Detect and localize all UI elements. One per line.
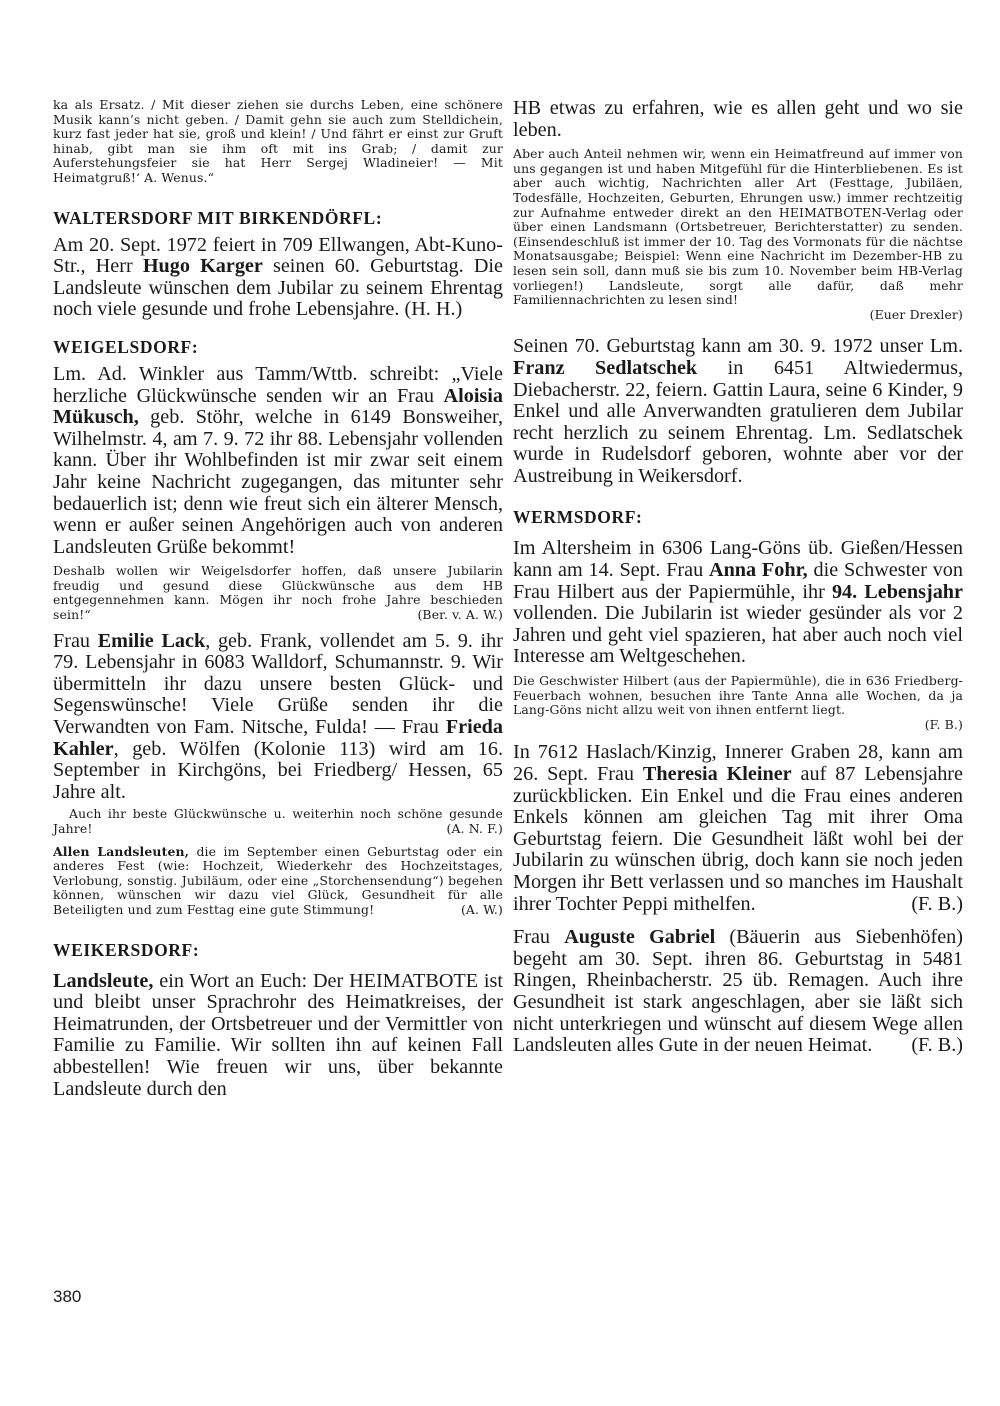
lead-word: Landsleute, [53, 969, 154, 992]
signature: (A. N. F.) [446, 821, 503, 836]
person-name: Franz Sedlatschek [513, 356, 698, 379]
text: geb. Stöhr, welche in 6149 Bonsweiher, Wilhelmstr. 4, am 7. 9. 72 ihr 88. Lebensjahr vollenden kann. Über ihr Wohlbefinden ist mir zwar seit einem Jahr keine Nachricht zugegangen, das mitunter sehr bedauerlich ist; denn wie freut sich ein älterer Mensch, wenn er außer seinen Angehörigen auch von anderen Landsleuten Grüße bekommt! [53, 406, 503, 558]
text: die im September einen Geburtstag oder ein anderes Fest (wie: Hochzeit, Wiederkehr des Hochzeitstages, Verlobung, sonstig. Jubiläum, oder eine „Storchensendung“) begehen können, wünschen wir dazu viel Glück, Gesundheit für alle Beteiligten und zum Festtag eine gute Stimmung! [53, 843, 503, 917]
signature: (Euer Drexler) [869, 306, 963, 322]
weikersdorf-paragraph-3 [513, 336, 963, 487]
weigelsdorf-paragraph-5 [53, 845, 503, 918]
text: vollenden. Die Jubilarin ist wieder gesünder als vor 2 Jahren und geht viel spazieren, hat aber auch noch viel Interesse am Weltgeschehen. [513, 602, 963, 668]
section-heading-wermsdorf: WERMSDORF: [513, 507, 643, 528]
text: (Bäuerin aus Siebenhöfen) begeht am 30. Sept. ihren 86. Geburtstag in 5481 Ringen, Rheinbacherstr. 25 üb. Remagen. Auch ihre Gesundheit ist stark angeschlagen, aber sie läßt sich nicht unterkriegen und wünscht auf diesem Wege allen Landsleuten alles Gute in der neuen Heimat. [513, 926, 963, 1057]
text: seinen 60. Geburtstag. Die Landsleute wünschen dem Jubilar zu seinem Ehrentag noch viele gesunde und frohe Lebensjahre. (H. H.) [53, 255, 503, 321]
text: , geb. Frank, vollendet am 5. 9. ihr 79. Lebensjahr in 6083 Walldorf, Schumannstr. 9. Wir übermitteln ihr dazu unsere besten Glück- und Segenswünsche! Viele Grüße senden ihr die Verwandten von Fam. Nitsche, Fulda! — Frau [53, 629, 503, 739]
text: In 7612 Haslach/Kinzig, Innerer Graben 28, kann am 26. Sept. Frau [513, 741, 963, 785]
signature: (F. B.) [924, 716, 963, 732]
section-heading-weigelsdorf: WEIGELSDORF: [53, 336, 199, 357]
weikersdorf-paragraph-1 [53, 971, 503, 1101]
emphasis: 94. Lebensjahr [831, 580, 963, 603]
text: , geb. Wölfen (Kolonie 113) wird am 16. September in Kirchgöns, bei Friedberg/ Hessen, 65 Jahre alt. [53, 737, 503, 803]
signature: (F. B.) [911, 892, 963, 915]
text: Die Geschwister Hilbert (aus der Papiermühle), die in 636 Friedberg-Feuerbach wohnen, besuchen ihre Tante Anna alle Wochen, da ja Lang-Göns nicht allzu weit von ihnen entfernt liegt. [513, 673, 963, 718]
text: Lm. Ad. Winkler aus Tamm/Wttb. schreibt: „Viele herzliche Glückwünsche senden wir an Frau [53, 362, 503, 407]
section-heading-waltersdorf: WALTERSDORF MIT BIRKENDÖRFL: [53, 207, 383, 228]
text: Seinen 70. Geburtstag kann am 30. 9. 1972 unser Lm. [513, 335, 963, 358]
text: Frau [513, 926, 565, 949]
text: in 6451 Altwiedermus, Diebacherstr. 22, feiern. Gattin Laura, seine 6 Kinder, 9 Enkel und alle Anverwandten gratulieren dem Jubilar recht herzlich zu seinem Ehrentag. Lm. Sedlatschek wurde in Rudelsdorf geboren, wohnte aber vor der Austreibung in Weikersdorf. [513, 356, 963, 487]
weigelsdorf-paragraph-2 [53, 564, 503, 622]
person-name: Hugo Karger [142, 255, 263, 278]
text: Im Altersheim in 6306 Lang-Göns üb. Gießen/Hessen kann am 14. Sept. Frau [513, 537, 963, 582]
signature: (Ber. v. A. W.) [417, 607, 503, 623]
right-column [513, 98, 963, 1057]
text: Auch ihr beste Glückwünsche u. weiterhin noch schöne gesunde Jahre! [53, 806, 503, 836]
section-heading-weikersdorf: WEIKERSDORF: [53, 939, 200, 960]
text: Deshalb wollen wir Weigelsdorfer hoffen, daß unsere Jubilarin freudig und gesund diese Glückwünsche aus dem HB entgegennehmen kann. Mögen ihr noch frohe Jahre beschieden sein!“ [53, 563, 503, 623]
person-name: Theresia Kleiner [642, 763, 792, 785]
weigelsdorf-paragraph-4 [53, 807, 503, 836]
waltersdorf-paragraph [53, 235, 503, 321]
wermsdorf-paragraph-2 [513, 674, 963, 732]
text: ein Wort an Euch: Der HEIMATBOTE ist und bleibt unser Sprachrohr des Heimatkreises, der Heimatrunden, der Ortsbetreuer und der Vermittler von Familie zu Familie. Wir sollten ihn auf keinen Fall abbestellen! Wie freuen wir uns, über bekannte Landsleute durch den [53, 969, 503, 1100]
person-name: Emilie Lack [97, 629, 206, 652]
weikersdorf-paragraph-2 [513, 147, 963, 322]
text: Frau [53, 629, 98, 652]
person-name: Frieda Kahler [53, 716, 503, 760]
weikersdorf-paragraph-1-continued: HB etwas zu erfahren, wie es allen geht und wo sie leben. [513, 97, 963, 141]
weigelsdorf-paragraph-1 [53, 364, 503, 558]
weigelsdorf-paragraph-3 [53, 631, 503, 804]
person-name: Auguste Gabriel [564, 926, 716, 949]
wermsdorf-paragraph-3 [513, 742, 963, 915]
text: auf 87 Lebensjahre zurückblicken. Ein Enkel und die Frau eines anderen Enkels können am gleichen Tag mit ihrer Oma Geburtstag feiern. Die Gesundheit läßt wohl bei der Jubilarin zu wünschen übrig, doch kann sie noch jeden Morgen ihr Bett verlassen und so manches im Haushalt ihrer Tochter Peppi mithelfen. [513, 763, 963, 915]
page-number: 380 [53, 1287, 82, 1306]
poem-ending: ka als Ersatz. / Mit dieser ziehen sie durchs Leben, eine schönere Musik kann’s nicht geben. / Damit gehn sie auch zum Stelldichein, kurz fast jeder hat sie, groß und klein! / Und fährt er einst zur Gruft hinab, gibt man sie ihm oft mit ins Grab; / damit zur Auferstehungsfeier sie hat Herr Sergej Wladineier! — Mit Heimatgruß!‘ A. Wenus.“ [53, 97, 503, 185]
person-name: Aloisia Mükusch, [53, 384, 503, 429]
text: Aber auch Anteil nehmen wir, wenn ein Heimatfreund auf immer von uns gegangen ist und haben Mitgefühl für die Hinterbliebenen. Es ist aber auch wichtig, Nachrichten aller Art (Festtage, Jubiläen, Todesfälle, Hochzeiten, Geburten, Ehrungen usw.) immer rechtzeitig zur Aufnahme entweder direkt an den HEIMATBOTEN-Verlag oder über einen Landsmann (Ortsbetreuer, Berichterstatter) zu senden. (Einsendeschluß ist immer der 10. Tag des Vormonats für die nächtse Monatsausgabe; Beispiel: Wenn eine Nachricht im Dezember-HB zu lesen sein soll, dann muß sie bis zum 10. November beim HB-Verlag vorliegen!) Landsleute, sorgt alle dafür, daß mehr Familiennachrichten zu lesen sind! [513, 146, 963, 308]
person-name: Anna Fohr, [709, 559, 808, 582]
left-column [53, 98, 503, 1100]
lead-word: Allen Landsleuten, [53, 843, 190, 859]
wermsdorf-paragraph-4 [513, 927, 963, 1057]
text: die Schwester von Frau Hilbert aus der Papiermühle, ihr [513, 559, 963, 603]
text: Am 20. Sept. 1972 feiert in 709 Ellwangen, Abt-Kuno-Str., Herr [53, 233, 503, 278]
wermsdorf-paragraph-1 [513, 538, 963, 668]
signature: (F. B.) [911, 1034, 963, 1057]
signature: (A. W.) [460, 901, 503, 917]
